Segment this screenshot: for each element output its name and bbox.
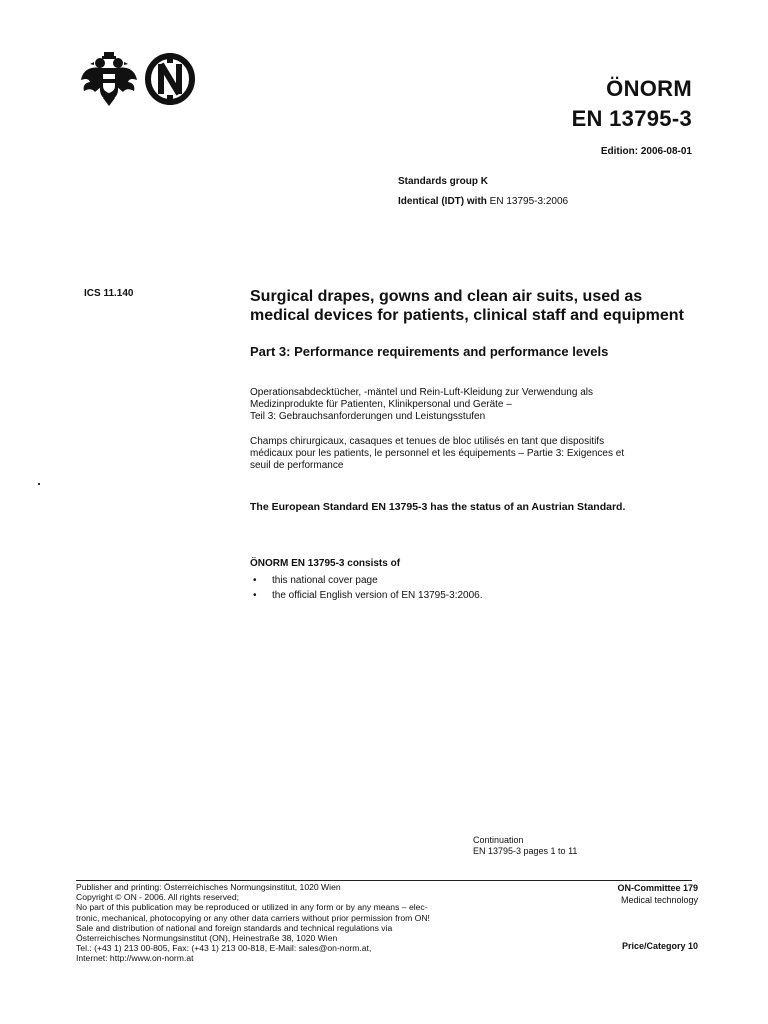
main-title: Surgical drapes, gowns and clean air suits, used as medical devices for patients, clinical staff and equipment <box>250 288 684 324</box>
document-number: EN 13795-3 <box>571 106 692 131</box>
identical-with <box>398 196 568 207</box>
german-title <box>250 387 690 423</box>
identical-value: EN 13795-3:2006 <box>486 196 569 207</box>
on-logo-icon <box>144 52 196 106</box>
footer-line: No part of this publication may be reproduced or utilized in any form or by any means – elec- <box>76 902 428 913</box>
french-title-line: Champs chirurgicaux, casaques et tenues de bloc utilisés en tant que dispositifs <box>250 436 605 447</box>
scan-speck <box>38 483 40 485</box>
list-item: • this national cover page <box>250 573 483 588</box>
edition-date: Edition: 2006-08-01 <box>600 146 692 157</box>
list-item: • the official English version of EN 13795-3:2006. <box>250 588 483 603</box>
footer-line: tronic, mechanical, photocopying or any other data carriers without prior permission from ON! <box>76 912 430 923</box>
committee-name: ON-Committee 179 <box>617 883 698 893</box>
price-category: Price/Category 10 <box>621 941 698 951</box>
french-title <box>250 436 690 472</box>
footer-line: Internet: http://www.on-norm.at <box>76 953 194 964</box>
committee-field: Medical technology <box>620 895 698 905</box>
french-title-line: médicaux pour les patients, le personnel et les équipements – Partie 3: Exigences et <box>250 448 625 459</box>
german-title-line: Medizinprodukte für Patienten, Klinikpersonal und Geräte – <box>250 399 512 410</box>
consists-list <box>250 573 483 603</box>
austrian-eagle-icon <box>80 50 138 106</box>
ics-code: ICS 11.140 <box>84 288 134 299</box>
consists-heading: ÖNORM EN 13795-3 consists of <box>250 558 401 569</box>
identical-label: Identical (IDT) with <box>398 196 487 207</box>
standards-group: Standards group K <box>398 176 489 187</box>
german-title-line: Teil 3: Gebrauchsanforderungen und Leistungsstufen <box>250 411 486 422</box>
continuation-label: Continuation <box>473 835 524 845</box>
part-title: Part 3: Performance requirements and performance levels <box>250 344 609 359</box>
status-statement: The European Standard EN 13795-3 has the status of an Austrian Standard. <box>250 501 626 513</box>
continuation-note <box>473 835 577 857</box>
footer-line: Sale and distribution of national and foreign standards and technical regulations via <box>76 922 393 933</box>
footer-line: Publisher and printing: Österreichisches Normungsinstitut, 1020 Wien <box>76 882 341 892</box>
publisher-info <box>76 882 506 964</box>
footer-line: Tel.: (+43 1) 213 00-805, Fax: (+43 1) 213 00-818, E-Mail: sales@on-norm.at, <box>76 943 372 954</box>
footer-divider <box>76 880 692 881</box>
document-title-onorm: ÖNORM <box>606 76 692 101</box>
french-title-line: seuil de performance <box>250 460 344 471</box>
footer-line: Österreichisches Normungsinstitut (ON), Heinestraße 38, 1020 Wien <box>76 933 338 944</box>
continuation-pages: EN 13795-3 pages 1 to 11 <box>473 846 578 856</box>
footer-line: Copyright © ON - 2006. All rights reserved; <box>76 892 239 903</box>
german-title-line: Operationsabdecktücher, -mäntel und Rein-Luft-Kleidung zur Verwendung als <box>250 387 593 398</box>
